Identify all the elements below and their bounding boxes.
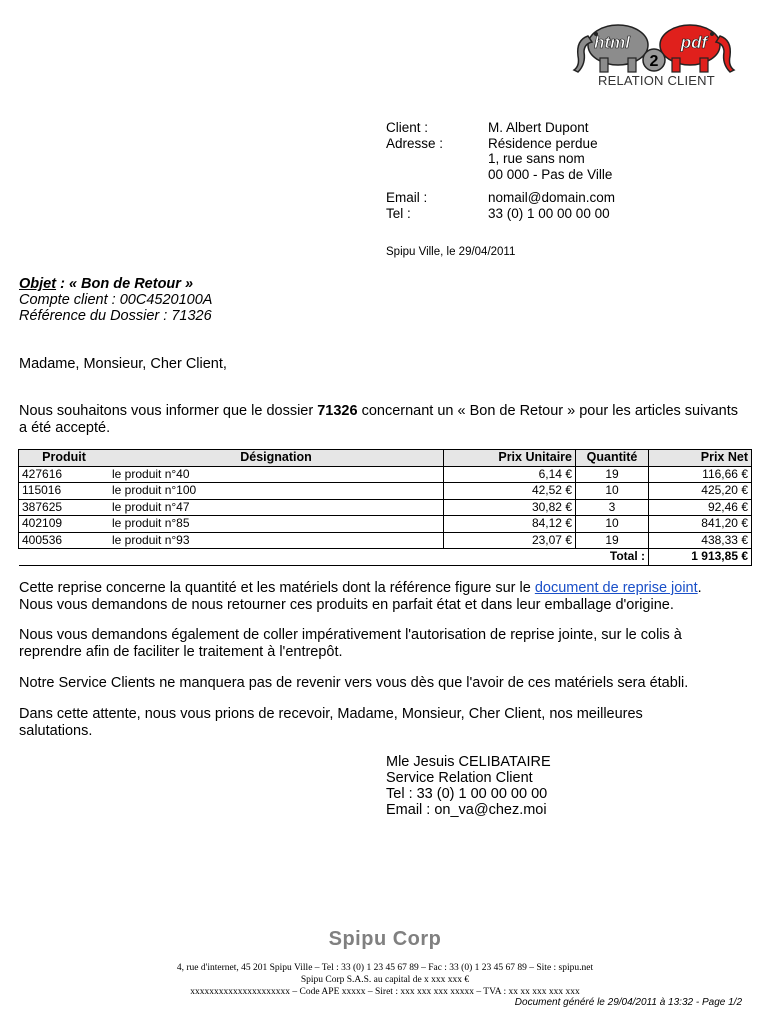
email-value: nomail@domain.com bbox=[488, 190, 616, 205]
cell-designation: le produit n°47 bbox=[109, 499, 444, 516]
paragraph-service: Notre Service Clients ne manquera pas de revenir vers vous dès que l'avoir de ces matériels sera établi. bbox=[19, 675, 689, 691]
col-header-prix-unitaire: Prix Unitaire bbox=[444, 450, 576, 467]
company-logo bbox=[568, 18, 740, 90]
client-row-email bbox=[386, 182, 615, 206]
email-label: Email : bbox=[386, 190, 428, 205]
client-row-address bbox=[386, 136, 615, 183]
logo-caption: RELATION CLIENT bbox=[598, 73, 715, 88]
client-row-tel bbox=[386, 206, 615, 222]
cell-prix-net: 425,20 € bbox=[649, 483, 752, 500]
table-row bbox=[19, 516, 752, 533]
generation-info: Document généré le 29/04/2011 à 13:32 - Page 1/2 bbox=[514, 997, 742, 1008]
signature-tel: Tel : 33 (0) 1 00 00 00 00 bbox=[386, 786, 548, 802]
cell-ref: 400536 bbox=[19, 532, 110, 549]
logo-digit: 2 bbox=[649, 53, 659, 70]
signature-email: Email : on_va@chez.moi bbox=[386, 802, 547, 818]
table-row bbox=[19, 466, 752, 483]
cell-prix-unitaire: 42,52 € bbox=[444, 483, 576, 500]
subject-colon: : bbox=[56, 276, 65, 292]
col-header-prix-net: Prix Net bbox=[649, 450, 752, 467]
cell-quantite: 10 bbox=[576, 516, 649, 533]
footer-address: 4, rue d'internet, 45 201 Spipu Ville – Tel : 33 (0) 1 23 45 67 89 – Fac : 33 (0) 1 23 45 67 89 – Site : spipu.net bbox=[176, 963, 594, 973]
elephants-logo-icon bbox=[568, 18, 740, 76]
paragraph-line bbox=[19, 580, 759, 597]
cell-designation: le produit n°93 bbox=[109, 532, 444, 549]
cell-prix-net: 92,46 € bbox=[649, 499, 752, 516]
cell-prix-unitaire: 23,07 € bbox=[444, 532, 576, 549]
cell-quantite: 3 bbox=[576, 499, 649, 516]
dossier-number: 71326 bbox=[317, 403, 358, 419]
salutation: Madame, Monsieur, Cher Client, bbox=[19, 356, 227, 372]
address-line: 1, rue sans nom bbox=[488, 151, 585, 166]
signature-block bbox=[386, 754, 551, 818]
address-value bbox=[488, 136, 615, 183]
col-header-quantite: Quantité bbox=[576, 450, 649, 467]
document-link[interactable]: document de reprise joint bbox=[534, 580, 698, 596]
client-row-name bbox=[386, 120, 615, 136]
footer-company: Spipu Corp S.A.S. au capital de x xxx xxx € bbox=[300, 975, 470, 985]
total-label: Total : bbox=[576, 549, 649, 566]
footer-brand: Spipu Corp bbox=[328, 928, 442, 950]
paragraph-reprise bbox=[19, 580, 759, 613]
address-line: Résidence perdue bbox=[488, 135, 598, 151]
col-header-produit: Produit bbox=[19, 450, 110, 467]
logo-word-left: html bbox=[594, 33, 630, 52]
tel-label: Tel : bbox=[386, 205, 411, 221]
cell-prix-unitaire: 30,82 € bbox=[444, 499, 576, 516]
table-row bbox=[19, 532, 752, 549]
table-header-row bbox=[19, 450, 752, 467]
client-info bbox=[386, 120, 615, 221]
account-line: Compte client : 00C4520100A bbox=[19, 292, 213, 308]
date-line: Spipu Ville, le 29/04/2011 bbox=[386, 246, 516, 258]
client-value: M. Albert Dupont bbox=[488, 120, 589, 135]
intro-paragraph bbox=[19, 403, 739, 436]
subject-title: « Bon de Retour » bbox=[64, 276, 194, 292]
cell-ref: 115016 bbox=[19, 483, 110, 500]
cell-designation: le produit n°40 bbox=[109, 466, 444, 483]
col-header-designation: Désignation bbox=[109, 450, 444, 467]
cell-designation: le produit n°85 bbox=[109, 516, 444, 533]
cell-prix-net: 841,20 € bbox=[649, 516, 752, 533]
total-value: 1 913,85 € bbox=[649, 549, 752, 566]
cell-ref: 402109 bbox=[19, 516, 110, 533]
paragraph-salutations: Dans cette attente, nous vous prions de recevoir, Madame, Monsieur, Cher Client, nos meilleures salutations. bbox=[19, 706, 643, 739]
signature-service: Service Relation Client bbox=[386, 770, 533, 786]
cell-prix-net: 116,66 € bbox=[649, 466, 752, 483]
reference-line: Référence du Dossier : 71326 bbox=[19, 308, 212, 324]
cell-prix-unitaire: 84,12 € bbox=[444, 516, 576, 533]
intro-text-end: concernant un « Bon de Retour » pour les articles suivants a été accepté. bbox=[19, 403, 738, 436]
table-row bbox=[19, 499, 752, 516]
reprise-text-end: . bbox=[697, 580, 702, 596]
items-table bbox=[18, 449, 752, 566]
subject-block bbox=[19, 276, 212, 324]
cell-prix-unitaire: 6,14 € bbox=[444, 466, 576, 483]
cell-quantite: 19 bbox=[576, 466, 649, 483]
total-row bbox=[19, 549, 752, 566]
paragraph-coller: Nous vous demandons également de coller impérativement l'autorisation de reprise jointe, sur le colis à reprendre afin de faciliter le traitement à l'entrepôt. bbox=[19, 627, 682, 660]
tel-value: 33 (0) 1 00 00 00 00 bbox=[488, 205, 610, 221]
cell-prix-net: 438,33 € bbox=[649, 532, 752, 549]
cell-quantite: 10 bbox=[576, 483, 649, 500]
address-label: Adresse : bbox=[386, 135, 444, 151]
client-label: Client : bbox=[386, 120, 429, 135]
cell-ref: 387625 bbox=[19, 499, 110, 516]
reprise-text: Cette reprise concerne la quantité et les matériels dont la référence figure sur le bbox=[19, 580, 535, 596]
footer-legal: xxxxxxxxxxxxxxxxxxxxx – Code APE xxxxx – Siret : xxx xxx xxx xxxxx – TVA : xx xx xxx xxx xxx bbox=[190, 987, 580, 997]
table-row bbox=[19, 483, 752, 500]
subject-label: Objet bbox=[19, 276, 57, 292]
intro-text: Nous souhaitons vous informer que le dossier bbox=[19, 403, 318, 419]
cell-ref: 427616 bbox=[19, 466, 110, 483]
subject-line bbox=[19, 276, 212, 292]
address-line: 00 000 - Pas de Ville bbox=[488, 166, 613, 182]
cell-designation: le produit n°100 bbox=[109, 483, 444, 500]
total-spacer bbox=[19, 549, 576, 566]
signature-name: Mle Jesuis CELIBATAIRE bbox=[386, 754, 551, 770]
cell-quantite: 19 bbox=[576, 532, 649, 549]
paragraph-line: Nous vous demandons de nous retourner ces produits en parfait état et dans leur emballage d'origine. bbox=[19, 596, 674, 613]
logo-word-right: pdf bbox=[680, 33, 708, 52]
